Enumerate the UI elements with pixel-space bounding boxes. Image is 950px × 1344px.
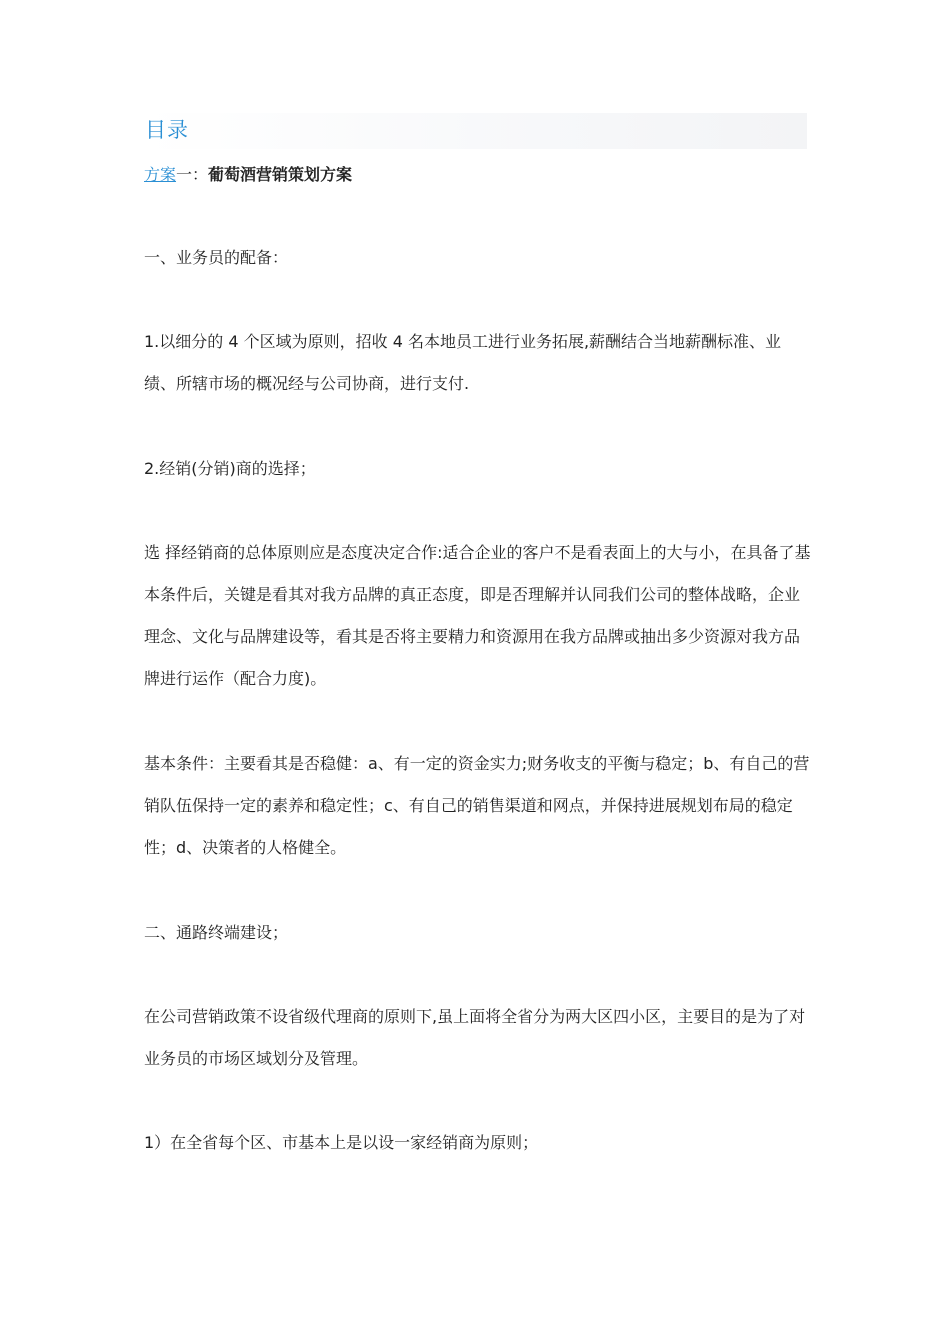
paragraph-dealer-selection-principle: 选 择经销商的总体原则应是态度决定合作:适合企业的客户不是看表面上的大与小，在具备了基本条件后，关键是看其对我方品牌的真正态度，即是否理解并认同我们公司的整体战略，企业理念、文化与品牌建设等，看其是否将主要精力和资源用在我方品牌或抽出多少资源对我方品牌进行运作（配合力度)。: [144, 543, 811, 688]
section-heading-channel: 二、通路终端建设；: [144, 923, 289, 942]
toc-title: 目录: [145, 118, 189, 142]
paragraph-dealer-per-city: 1）在全省每个区、市基本上是以设一家经销商为原则；: [144, 1133, 539, 1152]
paragraph-dealer-selection-heading: 2.经销(分销)商的选择；: [144, 459, 316, 478]
plan-heading: [144, 163, 352, 187]
paragraph-staff-recruitment: 1.以细分的 4 个区域为原则，招收 4 名本地员工进行业务拓展,薪酬结合当地薪酬标准、业绩、所辖市场的概况经与公司协商，进行支付.: [144, 332, 782, 393]
plan-link[interactable]: 方案: [144, 165, 177, 184]
plan-title: 葡萄酒营销策划方案: [208, 165, 353, 184]
paragraph-channel-policy: 在公司营销政策不设省级代理商的原则下,虽上面将全省分为两大区四小区，主要目的是为了对业务员的市场区域划分及管理。: [144, 1007, 806, 1068]
toc-header-bar: [143, 113, 807, 149]
paragraph-basic-conditions: 基本条件：主要看其是否稳健：a、有一定的资金实力;财务收支的平衡与稳定；b、有自己的营销队伍保持一定的素养和稳定性；c、有自己的销售渠道和网点，并保持进展规划布局的稳定性；d、决策者的人格健全。: [144, 754, 810, 857]
section-heading-staffing: 一、业务员的配备：: [144, 248, 289, 267]
plan-separator: 一：: [176, 165, 209, 184]
